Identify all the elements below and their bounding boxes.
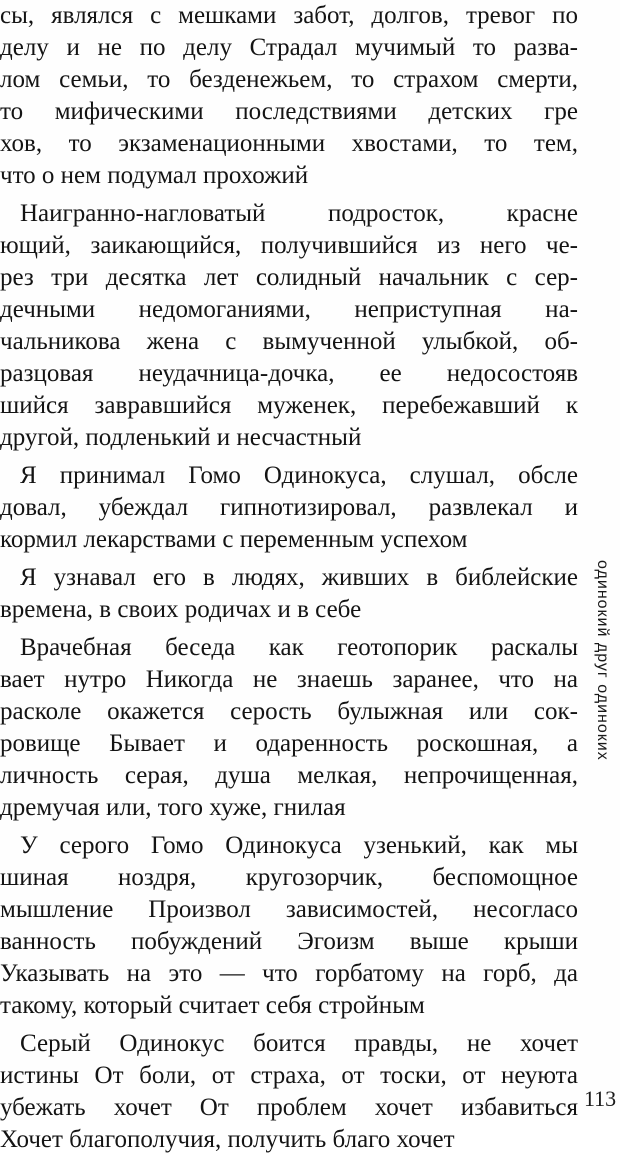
- page-number: 113: [584, 1086, 617, 1111]
- text-line: рез три десятка лет солидный начальник с сер-: [0, 264, 578, 291]
- text-line: Я узнавал его в людях, живших в библейские: [20, 564, 578, 591]
- text-line: что о нем подумал прохожий: [0, 162, 309, 189]
- text-line: дечными недомоганиями, неприступная на-: [0, 296, 578, 323]
- text-line: истины От боли, от страха, от тоски, от неуюта: [0, 1062, 578, 1089]
- paragraph: [0, 1028, 578, 1156]
- text-line: то мифическими последствиями детских гре: [0, 98, 578, 125]
- paragraph: [0, 830, 578, 1022]
- text-line: хов, то экзаменационными хвостами, то тем,: [0, 130, 578, 157]
- paragraph: [0, 0, 578, 192]
- text-line: сы, являлся с мешками забот, долгов, тревог по: [0, 2, 578, 29]
- text-line: ровище Бывает и одаренность роскошная, а: [0, 730, 578, 757]
- text-line: Указывать на это — что горбатому на горб, да: [0, 960, 578, 987]
- text-line: Врачебная беседа как геотопорик раскалы: [20, 634, 578, 661]
- paragraph: [0, 198, 578, 454]
- text-line: времена, в своих родичах и в себе: [0, 596, 362, 623]
- text-line: кормил лекарствами с переменным успехом: [0, 526, 468, 553]
- paragraph: [0, 562, 578, 626]
- text-line: ющий, заикающийся, получившийся из него че-: [0, 232, 578, 259]
- text-line: такому, который считает себя стройным: [0, 992, 425, 1019]
- text-line: другой, подленький и несчастный: [0, 424, 362, 451]
- text-line: дремучая или, того хуже, гнилая: [0, 794, 346, 821]
- text-line: делу и не по делу Страдал мучимый то разва-: [0, 34, 578, 61]
- text-line: лом семьи, то безденежьем, то страхом смерти,: [0, 66, 578, 93]
- text-line: шиная ноздря, кругозорчик, беспомощное: [0, 864, 578, 891]
- text-line: Наигранно-нагловатый подросток, красне: [20, 200, 578, 227]
- paragraph: [0, 632, 578, 824]
- text-line: мышление Произвол зависимостей, несогласо: [0, 896, 578, 923]
- text-line: У серого Гомо Одинокуса узенький, как мы: [20, 832, 578, 859]
- text-line: Я принимал Гомо Одинокуса, слушал, обсле: [20, 462, 578, 489]
- text-line: довал, убеждал гипнотизировал, развлекал и: [0, 494, 578, 521]
- text-line: вает нутро Никогда не знаешь заранее, что на: [0, 666, 578, 693]
- text-line: чальникова жена с вымученной улыбкой, об-: [0, 328, 578, 355]
- text-line: Серый Одинокус боится правды, не хочет: [20, 1030, 578, 1057]
- paragraph: [0, 460, 578, 556]
- text-line: разцовая неудачница-дочка, ее недосостояв: [0, 360, 578, 387]
- running-head: одинокий друг одиноких: [594, 560, 611, 761]
- text-line: личность серая, душа мелкая, непрочищенная,: [0, 762, 578, 789]
- text-line: шийся завравшийся муженек, перебежавший к: [0, 392, 578, 419]
- text-line: ванность побуждений Эгоизм выше крыши: [0, 928, 578, 955]
- text-line: убежать хочет От проблем хочет избавиться: [0, 1094, 578, 1121]
- text-line: Хочет благополучия, получить благо хочет: [0, 1126, 455, 1153]
- text-line: расколе окажется серость булыжная или сок-: [0, 698, 578, 725]
